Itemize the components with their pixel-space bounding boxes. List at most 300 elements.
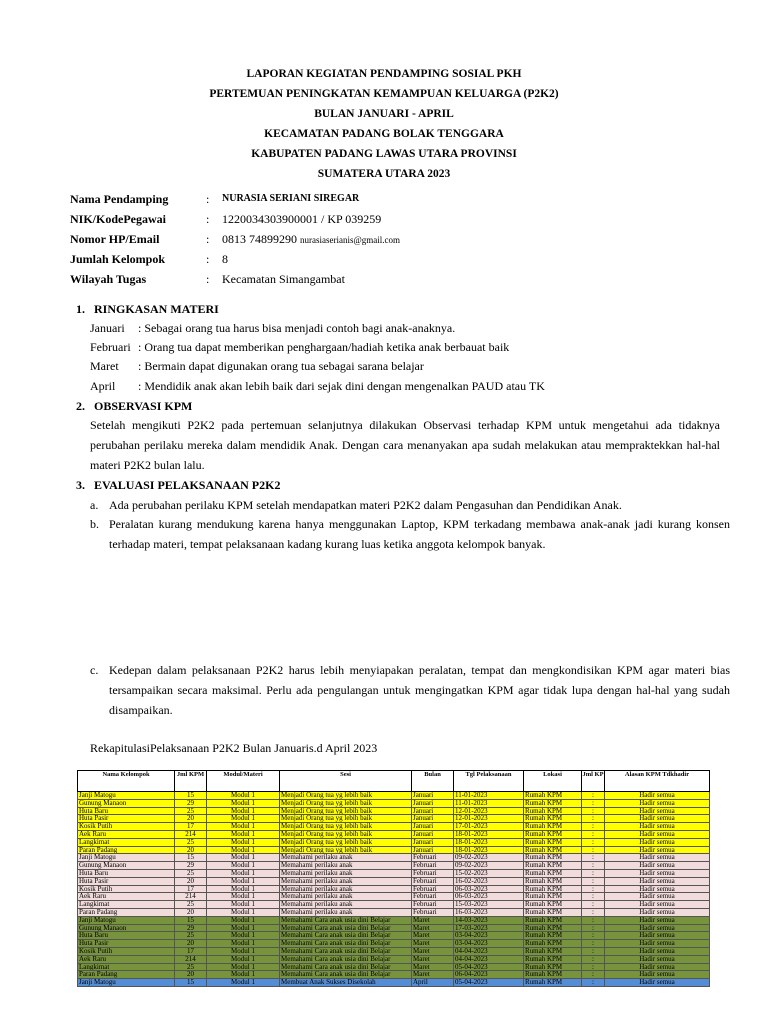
table-cell: Rumah KPM (524, 971, 582, 979)
info-value: NURASIA SERIANI SIREGAR (222, 193, 360, 204)
table-cell: Rumah KPM (524, 862, 582, 870)
table-cell: Rumah KPM (524, 908, 582, 916)
table-cell: Modul 1 (207, 916, 280, 924)
table-cell: Hadir semua (605, 815, 710, 823)
table-cell: Hadir semua (605, 869, 710, 877)
table-cell: April (412, 979, 454, 987)
table-cell: 18-01-2023 (454, 838, 524, 846)
table-cell: Modul 1 (207, 971, 280, 979)
section-number: 1. (76, 302, 85, 316)
table-cell: Modul 1 (207, 854, 280, 862)
table-row (78, 885, 710, 893)
table-cell: Februari (412, 893, 454, 901)
table-cell: 20 (175, 846, 207, 854)
section-number: 3. (76, 478, 85, 492)
col-header-sesi: Sesi (280, 771, 412, 792)
table-cell: Langkimat (78, 838, 175, 846)
table-cell: 25 (175, 869, 207, 877)
table-cell: : (582, 916, 605, 924)
table-cell: 03-04-2023 (454, 940, 524, 948)
table-cell: 15 (175, 979, 207, 987)
table-cell: Huta Pasir (78, 815, 175, 823)
col-header-nama-kelompok: Nama Kelompok (78, 771, 175, 792)
table-cell: Modul 1 (207, 830, 280, 838)
info-label: Nomor HP/Email (70, 232, 160, 246)
table-cell: Huta Baru (78, 932, 175, 940)
table-cell: 12-01-2023 (454, 815, 524, 823)
table-cell: 05-04-2023 (454, 963, 524, 971)
table-cell: Modul 1 (207, 838, 280, 846)
evaluasi-item-a (90, 495, 730, 515)
table-cell: 04-04-2023 (454, 947, 524, 955)
table-cell: Memahami Cara anak usia dini Belajar (280, 963, 412, 971)
table-cell: Hadir semua (605, 862, 710, 870)
table-cell: Rumah KPM (524, 807, 582, 815)
table-cell: 20 (175, 940, 207, 948)
table-cell: Aek Raru (78, 955, 175, 963)
table-cell: 29 (175, 924, 207, 932)
table-row (78, 963, 710, 971)
table-cell: Memahami perilaku anak (280, 854, 412, 862)
report-title-line-6: SUMATERA UTARA 2023 (317, 168, 451, 180)
table-cell: Hadir semua (605, 885, 710, 893)
table-cell: Menjadi Orang tua yg lebih baik (280, 823, 412, 831)
table-cell: 17 (175, 885, 207, 893)
table-cell: Memahami Cara anak usia dini Belajar (280, 940, 412, 948)
section-title: RINGKASAN MATERI (94, 302, 219, 316)
table-cell: : (582, 799, 605, 807)
evaluasi-item-c (90, 660, 730, 720)
table-cell: Februari (412, 862, 454, 870)
table-cell: Rumah KPM (524, 877, 582, 885)
table-cell: Rumah KPM (524, 885, 582, 893)
summary-text: : Bermain dapat digunakan orang tua sebagai sarana belajar (138, 359, 424, 373)
table-cell: Rumah KPM (524, 823, 582, 831)
table-cell: Modul 1 (207, 869, 280, 877)
table-cell: 29 (175, 799, 207, 807)
table-cell: Januari (412, 823, 454, 831)
table-cell: 03-04-2023 (454, 932, 524, 940)
ringkasan-row (90, 359, 424, 374)
table-cell: : (582, 932, 605, 940)
table-cell: 20 (175, 815, 207, 823)
table-cell: Hadir semua (605, 916, 710, 924)
table-cell: : (582, 792, 605, 800)
table-cell: Maret (412, 940, 454, 948)
table-cell: 11-01-2023 (454, 799, 524, 807)
table-row (78, 846, 710, 854)
item-letter: c. (90, 663, 99, 677)
table-cell: Paran Padang (78, 971, 175, 979)
col-header-alasan: Alasan KPM Tdkhadir (605, 771, 710, 792)
table-cell: : (582, 846, 605, 854)
table-cell: Janji Matogu (78, 916, 175, 924)
table-cell: Rumah KPM (524, 815, 582, 823)
col-header-lokasi: Lokasi (524, 771, 582, 792)
section-heading-evaluasi (76, 478, 280, 493)
table-cell: 18-01-2023 (454, 846, 524, 854)
item-text: Kedepan dalam pelaksanaan P2K2 harus lebih menyiapakan peralatan, tempat dan mengkondisikan KPM agar materi bias tersampaikan secara maksimal. Perlu ada pengulangan untuk mengingatkan KPM agar tidak lupa dengan hal-hal yang sudah disampaikan. (109, 663, 730, 717)
table-cell: Rumah KPM (524, 924, 582, 932)
table-cell: : (582, 815, 605, 823)
table-cell: 04-04-2023 (454, 955, 524, 963)
table-cell: Modul 1 (207, 947, 280, 955)
table-cell: Menjadi Orang tua yg lebih baik (280, 838, 412, 846)
report-title-line-3: BULAN JANUARI - APRIL (314, 108, 454, 120)
table-cell: Modul 1 (207, 846, 280, 854)
month-label: Januari (90, 321, 125, 335)
table-cell: Aek Raru (78, 830, 175, 838)
table-cell: Maret (412, 932, 454, 940)
summary-text: : Mendidik anak akan lebih baik dari sejak dini dengan mengenalkan PAUD atau TK (138, 379, 545, 393)
table-cell: : (582, 947, 605, 955)
table-cell: Memahami Cara anak usia dini Belajar (280, 932, 412, 940)
table-row (78, 940, 710, 948)
table-cell: : (582, 877, 605, 885)
table-cell: Memahami perilaku anak (280, 877, 412, 885)
col-header-tgl: Tgl Pelaksanaan (454, 771, 524, 792)
evaluasi-item-b (90, 514, 730, 554)
item-letter: b. (90, 517, 99, 531)
table-row (78, 932, 710, 940)
table-cell: : (582, 807, 605, 815)
table-cell: Maret (412, 963, 454, 971)
table-cell: Maret (412, 916, 454, 924)
section-title: EVALUASI PELAKSANAAN P2K2 (94, 478, 281, 492)
table-cell: Modul 1 (207, 877, 280, 885)
report-title-line-2: PERTEMUAN PENINGKATAN KEMAMPUAN KELUARGA (P2K2) (209, 88, 559, 100)
table-cell: 214 (175, 830, 207, 838)
table-cell: Hadir semua (605, 924, 710, 932)
table-cell: Januari (412, 799, 454, 807)
table-cell: Huta Pasir (78, 877, 175, 885)
table-cell: 25 (175, 807, 207, 815)
section-heading-observasi (76, 399, 192, 414)
item-text: Ada perubahan perilaku KPM setelah mendapatkan materi P2K2 dalam Pengasuhan dan Pendidikan Anak. (109, 498, 622, 512)
table-cell: Maret (412, 947, 454, 955)
info-label: Wilayah Tugas (70, 272, 147, 286)
table-cell: 16-03-2023 (454, 908, 524, 916)
table-row (78, 815, 710, 823)
table-cell: : (582, 885, 605, 893)
table-row (78, 823, 710, 831)
table-cell: 11-01-2023 (454, 792, 524, 800)
table-cell: : (582, 854, 605, 862)
table-cell: 214 (175, 893, 207, 901)
table-cell: Memahami perilaku anak (280, 862, 412, 870)
col-header-bulan: Bulan (412, 771, 454, 792)
table-cell: Rumah KPM (524, 979, 582, 987)
table-cell: Menjadi Orang tua yg lebih baik (280, 799, 412, 807)
table-cell: 09-02-2023 (454, 854, 524, 862)
table-cell: 20 (175, 971, 207, 979)
table-row (78, 908, 710, 916)
table-row (78, 854, 710, 862)
table-cell: Hadir semua (605, 792, 710, 800)
table-cell: Memahami perilaku anak (280, 869, 412, 877)
table-cell: Janji Matogu (78, 792, 175, 800)
table-cell: Modul 1 (207, 940, 280, 948)
table-cell: 29 (175, 862, 207, 870)
table-cell: Huta Pasir (78, 940, 175, 948)
table-cell: Paran Padang (78, 846, 175, 854)
table-row (78, 830, 710, 838)
table-cell: 06-03-2023 (454, 885, 524, 893)
observasi-paragraph: Setelah mengikuti P2K2 pada pertemuan selanjutnya dilakukan Observasi terhadap KPM untuk mengetahui ada tidaknya perubahan perilaku mereka dalam mendidik Anak. Dengan cara menanyakan apa sudah melakukan atau mempraktekkan hal-hal materi P2K2 bulan lalu. (90, 418, 720, 472)
table-cell: 17-01-2023 (454, 823, 524, 831)
table-cell: : (582, 823, 605, 831)
table-cell: Memahami Cara anak usia dini Belajar (280, 947, 412, 955)
table-cell: : (582, 955, 605, 963)
table-cell: Hadir semua (605, 799, 710, 807)
table-cell: Modul 1 (207, 799, 280, 807)
table-cell: Hadir semua (605, 940, 710, 948)
table-cell: Modul 1 (207, 893, 280, 901)
col-header-modul: Modul/Materi (207, 771, 280, 792)
table-cell: Modul 1 (207, 908, 280, 916)
table-row (78, 893, 710, 901)
table-cell: Modul 1 (207, 885, 280, 893)
table-row (78, 901, 710, 909)
table-cell: Februari (412, 869, 454, 877)
table-cell: 15 (175, 792, 207, 800)
table-cell: Modul 1 (207, 901, 280, 909)
section-title: OBSERVASI KPM (94, 399, 193, 413)
table-cell: Menjadi Orang tua yg lebih baik (280, 807, 412, 815)
table-cell: Rumah KPM (524, 893, 582, 901)
table-header-row (78, 771, 710, 792)
table-cell: 15 (175, 854, 207, 862)
table-cell: Modul 1 (207, 815, 280, 823)
ringkasan-row (90, 340, 509, 355)
table-cell: Rumah KPM (524, 838, 582, 846)
table-cell: Maret (412, 955, 454, 963)
item-text: Peralatan kurang mendukung karena hanya menggunakan Laptop, KPM terkadang membawa anak-anak jadi kurang konsen terhadap materi, tempat pelaksanaan kadang kurang luas ketika anggota kelompok banyak. (109, 517, 730, 551)
table-cell: Menjadi Orang tua yg lebih baik (280, 830, 412, 838)
table-cell: 214 (175, 955, 207, 963)
table-cell: Kosik Putih (78, 885, 175, 893)
table-cell: Langkimat (78, 963, 175, 971)
table-cell: Januari (412, 815, 454, 823)
table-cell: Hadir semua (605, 901, 710, 909)
section-number: 2. (76, 399, 85, 413)
table-cell: Hadir semua (605, 955, 710, 963)
table-cell: Hadir semua (605, 846, 710, 854)
table-cell: Modul 1 (207, 862, 280, 870)
table-cell: Hadir semua (605, 893, 710, 901)
table-cell: 15 (175, 916, 207, 924)
rekap-title: RekapitulasiPelaksanaan P2K2 Bulan Januaris.d April 2023 (90, 741, 378, 755)
table-row (78, 916, 710, 924)
table-row (78, 971, 710, 979)
table-cell: Gunung Manaon (78, 799, 175, 807)
table-cell: Rumah KPM (524, 955, 582, 963)
table-row (78, 807, 710, 815)
info-value (222, 232, 400, 247)
table-cell: Januari (412, 792, 454, 800)
table-cell: 25 (175, 963, 207, 971)
table-cell: : (582, 862, 605, 870)
info-value: 8 (222, 252, 228, 266)
table-cell: Hadir semua (605, 838, 710, 846)
table-cell: 15-03-2023 (454, 901, 524, 909)
table-cell: : (582, 838, 605, 846)
table-cell: Paran Padang (78, 908, 175, 916)
table-cell: Rumah KPM (524, 830, 582, 838)
table-cell: Huta Baru (78, 807, 175, 815)
table-cell: Februari (412, 908, 454, 916)
info-value: 1220034303900001 / KP 039259 (222, 212, 382, 226)
table-cell: Gunung Manaon (78, 862, 175, 870)
table-cell: Januari (412, 830, 454, 838)
report-title-line-5: KABUPATEN PADANG LAWAS UTARA PROVINSI (251, 148, 517, 160)
table-cell: Membuat Anak Sukses Disekolah (280, 979, 412, 987)
table-cell: Hadir semua (605, 908, 710, 916)
table-cell: Hadir semua (605, 932, 710, 940)
table-cell: Memahami Cara anak usia dini Belajar (280, 916, 412, 924)
table-cell: Hadir semua (605, 830, 710, 838)
table-cell: : (582, 869, 605, 877)
table-row (78, 799, 710, 807)
table-cell: Februari (412, 885, 454, 893)
report-title-line-1: LAPORAN KEGIATAN PENDAMPING SOSIAL PKH (246, 68, 522, 80)
table-cell: Februari (412, 901, 454, 909)
table-cell: Gunung Manaon (78, 924, 175, 932)
table-cell: : (582, 940, 605, 948)
table-cell: Memahami perilaku anak (280, 908, 412, 916)
table-cell: 17-03-2023 (454, 924, 524, 932)
table-row (78, 947, 710, 955)
rekap-table (77, 770, 710, 987)
info-label: NIK/KodePegawai (70, 212, 166, 226)
table-cell: Januari (412, 807, 454, 815)
table-cell: Rumah KPM (524, 947, 582, 955)
table-cell: : (582, 979, 605, 987)
table-cell: Hadir semua (605, 854, 710, 862)
table-cell: Modul 1 (207, 979, 280, 987)
table-cell: Januari (412, 846, 454, 854)
table-cell: : (582, 924, 605, 932)
table-cell: 20 (175, 877, 207, 885)
table-cell: : (582, 963, 605, 971)
month-label: Februari (90, 340, 131, 354)
table-cell: Memahami Cara anak usia dini Belajar (280, 971, 412, 979)
table-cell: Hadir semua (605, 947, 710, 955)
table-cell: Menjadi Orang tua yg lebih baik (280, 815, 412, 823)
summary-text: : Orang tua dapat memberikan penghargaan/hadiah ketika anak berbauat baik (138, 340, 510, 354)
table-cell: 17 (175, 947, 207, 955)
section-heading-ringkasan (76, 302, 219, 317)
table-cell: Janji Matogu (78, 979, 175, 987)
table-cell: Maret (412, 971, 454, 979)
table-cell: 12-01-2023 (454, 807, 524, 815)
table-cell: Rumah KPM (524, 932, 582, 940)
table-cell: Maret (412, 924, 454, 932)
table-cell: Rumah KPM (524, 869, 582, 877)
table-cell: Februari (412, 877, 454, 885)
table-cell: 16-02-2023 (454, 877, 524, 885)
table-cell: 05-04-2023 (454, 979, 524, 987)
table-cell: Memahami Cara anak usia dini Belajar (280, 924, 412, 932)
table-cell: Modul 1 (207, 924, 280, 932)
table-row (78, 838, 710, 846)
month-label: April (90, 379, 116, 393)
table-cell: Rumah KPM (524, 901, 582, 909)
table-row (78, 869, 710, 877)
table-cell: 09-02-2023 (454, 862, 524, 870)
table-cell: : (582, 830, 605, 838)
table-cell: Menjadi Orang tua yg lebih baik (280, 792, 412, 800)
table-body (78, 792, 710, 987)
item-letter: a. (90, 498, 99, 512)
table-cell: Modul 1 (207, 823, 280, 831)
table-cell: Langkimat (78, 901, 175, 909)
table-row (78, 979, 710, 987)
info-label: Nama Pendamping (70, 192, 169, 206)
table-cell: 06-03-2023 (454, 893, 524, 901)
table-cell: Huta Baru (78, 869, 175, 877)
table-cell: Modul 1 (207, 932, 280, 940)
ringkasan-row (90, 379, 545, 394)
table-cell: Modul 1 (207, 955, 280, 963)
table-cell: Januari (412, 838, 454, 846)
info-label: Jumlah Kelompok (70, 252, 166, 266)
table-cell: Hadir semua (605, 963, 710, 971)
table-cell: Hadir semua (605, 971, 710, 979)
table-cell: Hadir semua (605, 979, 710, 987)
col-header-jml-kp: Jml KP (582, 771, 605, 792)
table-cell: 14-03-2023 (454, 916, 524, 924)
summary-text: : Sebagai orang tua harus bisa menjadi contoh bagi anak-anaknya. (138, 321, 456, 335)
month-label: Maret (90, 359, 119, 373)
table-cell: Februari (412, 854, 454, 862)
report-title-line-4: KECAMATAN PADANG BOLAK TENGGARA (264, 128, 504, 140)
table-cell: 20 (175, 908, 207, 916)
table-cell: Memahami perilaku anak (280, 893, 412, 901)
table-cell: 25 (175, 932, 207, 940)
table-cell: Rumah KPM (524, 963, 582, 971)
table-row (78, 877, 710, 885)
table-cell: Hadir semua (605, 807, 710, 815)
table-cell: Rumah KPM (524, 846, 582, 854)
email-address: nurasiaserianis@gmail.com (300, 235, 401, 245)
table-cell: Kosik Putih (78, 947, 175, 955)
table-cell: : (582, 901, 605, 909)
table-cell: 18-01-2023 (454, 830, 524, 838)
table-cell: 17 (175, 823, 207, 831)
table-cell: 06-04-2023 (454, 971, 524, 979)
table-cell: Rumah KPM (524, 854, 582, 862)
table-row (78, 862, 710, 870)
ringkasan-row (90, 321, 455, 336)
table-cell: Modul 1 (207, 963, 280, 971)
table-cell: 25 (175, 901, 207, 909)
table-cell: Menjadi Orang tua yg lebih baik (280, 846, 412, 854)
info-value: Kecamatan Simangambat (222, 272, 345, 286)
table-row (78, 792, 710, 800)
table-cell: 25 (175, 838, 207, 846)
table-cell: : (582, 893, 605, 901)
table-cell: Modul 1 (207, 792, 280, 800)
table-cell: Janji Matogu (78, 854, 175, 862)
table-cell: Memahami perilaku anak (280, 901, 412, 909)
phone-number: 0813 74899290 (222, 232, 297, 246)
table-cell: Aek Raru (78, 893, 175, 901)
table-cell: : (582, 971, 605, 979)
col-header-jml-kpm: Jml KPM (175, 771, 207, 792)
table-cell: Memahami Cara anak usia dini Belajar (280, 955, 412, 963)
table-cell: Modul 1 (207, 807, 280, 815)
